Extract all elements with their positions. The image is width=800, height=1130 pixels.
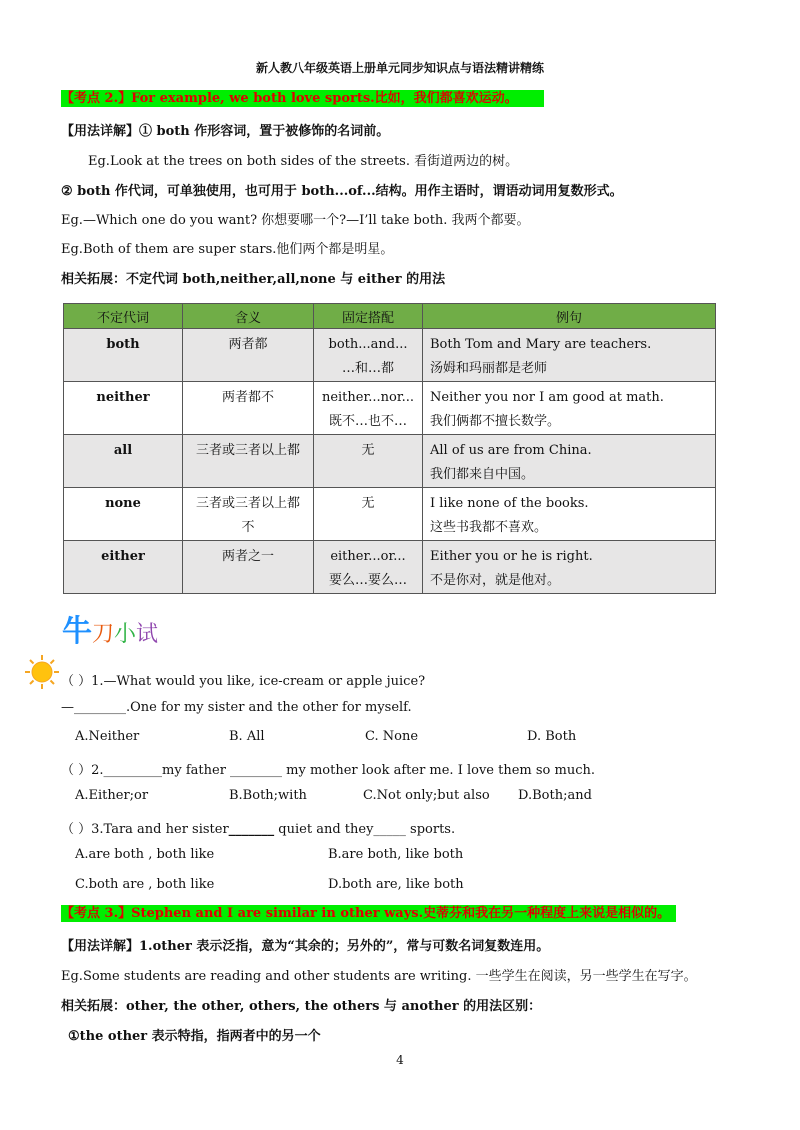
table-row xyxy=(64,488,716,541)
example-line: Both Tom and Mary are teachers. xyxy=(430,337,652,352)
extension-heading-2: 相关拓展：other, the other, others, the others 与 another 的用法区别： xyxy=(61,999,542,1014)
phrase-line: 无 xyxy=(361,496,375,511)
brand-char: 牛 xyxy=(62,614,92,649)
example-line: I like none of the books. xyxy=(430,496,589,511)
phrase-line: …和…都 xyxy=(341,361,394,376)
example-line: Neither you nor I am good at math. xyxy=(430,390,664,405)
example-cell xyxy=(423,488,716,541)
phrase-cell xyxy=(314,435,423,488)
q1-option-d: D. Both xyxy=(527,729,577,744)
example-line: 我们都来自中国。 xyxy=(430,467,535,482)
example-cell xyxy=(423,541,716,594)
pronoun-cell: none xyxy=(64,488,183,541)
table-row xyxy=(64,382,716,435)
q2-option-c: C.Not only;but also xyxy=(363,788,490,803)
example-line: 这些书我都不喜欢。 xyxy=(430,520,548,535)
column-header: 例句 xyxy=(423,304,716,329)
brand-char: 刀 xyxy=(92,622,115,647)
pronoun-usage-table xyxy=(63,303,716,594)
usage-example-1: Eg.Look at the trees on both sides of the streets. 看街道两边的树。 xyxy=(88,154,519,169)
kaodian-2-banner: 【考点 2.】For example, we both love sports.比如，我们都喜欢运动。 xyxy=(61,90,544,107)
q2-option-b: B.Both;with xyxy=(229,788,307,803)
pronoun-cell: either xyxy=(64,541,183,594)
phrase-line: 无 xyxy=(361,443,375,458)
sun-icon xyxy=(24,654,60,690)
table-row xyxy=(64,541,716,594)
meaning-cell xyxy=(183,329,314,382)
usage-heading-2: ② both 作代词，可单独使用，也可用于 both...of...结构。用作主语时，谓语动词用复数形式。 xyxy=(61,184,623,199)
q3-option-a: A.are both , both like xyxy=(75,847,215,862)
question-2: （ ）2._________my father ________ my mother look after me. I love them so much. xyxy=(61,763,595,778)
usage-heading-3: 【用法详解】1.other 表示泛指，意为“其余的；另外的”，常与可数名词复数连用。 xyxy=(61,939,550,954)
phrase-cell xyxy=(314,329,423,382)
page-number: 4 xyxy=(396,1053,404,1067)
question-3 xyxy=(61,818,455,837)
q2-option-d: D.Both;and xyxy=(518,788,592,803)
q3-blank: _______ xyxy=(228,822,275,837)
pronoun-cell: both xyxy=(64,329,183,382)
q2-option-a: A.Either;or xyxy=(75,788,149,803)
phrase-line: neither...nor... xyxy=(321,390,415,405)
meaning-line: 不 xyxy=(241,520,255,535)
q3-suffix: quiet and they_____ sports. xyxy=(274,822,456,837)
usage-example-2: Eg.—Which one do you want? 你想要哪一个?—I’ll take both. 我两个都要。 xyxy=(61,213,530,228)
meaning-cell xyxy=(183,382,314,435)
example-line: 汤姆和玛丽都是老师 xyxy=(430,361,548,376)
brand-char: 小 xyxy=(114,622,137,647)
meaning-cell xyxy=(183,541,314,594)
meaning-line: 两者都 xyxy=(228,337,268,352)
column-header: 固定搭配 xyxy=(314,304,423,329)
example-line: Either you or he is right. xyxy=(430,549,593,564)
extension-item-1: ①the other 表示特指，指两者中的另一个 xyxy=(68,1029,321,1044)
example-cell xyxy=(423,329,716,382)
example-cell xyxy=(423,382,716,435)
meaning-line: 三者或三者以上都 xyxy=(195,443,300,458)
q3-option-b: B.are both, like both xyxy=(328,847,464,862)
column-header: 不定代词 xyxy=(64,304,183,329)
q1-option-c: C. None xyxy=(365,729,419,744)
phrase-line: 既不…也不… xyxy=(328,414,407,429)
meaning-cell xyxy=(183,435,314,488)
extension-heading-1: 相关拓展：不定代词 both,neither,all,none 与 either 的用法 xyxy=(61,272,446,287)
table-row xyxy=(64,329,716,382)
brand-char: 试 xyxy=(136,622,159,647)
table-header-row xyxy=(64,304,716,329)
example-line: 不是你对，就是他对。 xyxy=(430,573,561,588)
phrase-line: 要么…要么… xyxy=(328,573,407,588)
q1-option-b: B. All xyxy=(229,729,265,744)
phrase-cell xyxy=(314,382,423,435)
meaning-line: 三者或三者以上都 xyxy=(195,496,300,511)
pronoun-cell: neither xyxy=(64,382,183,435)
example-line: All of us are from China. xyxy=(430,443,592,458)
kaodian-3-banner: 【考点 3.】Stephen and I are similar in other ways.史蒂芬和我在另一种程度上来说是相似的。 xyxy=(61,905,676,922)
meaning-line: 两者都不 xyxy=(221,390,274,405)
q1-option-a: A.Neither xyxy=(75,729,140,744)
phrase-line: either...or... xyxy=(330,549,406,564)
table-row xyxy=(64,435,716,488)
meaning-line: 两者之一 xyxy=(221,549,274,564)
question-1: （ ）1.—What would you like, ice-cream or apple juice? xyxy=(61,674,426,689)
column-header: 含义 xyxy=(183,304,314,329)
question-1-line-2: —________.One for my sister and the other for myself. xyxy=(61,700,412,715)
page-title: 新人教八年级英语上册单元同步知识点与语法精讲精练 xyxy=(255,61,544,75)
pronoun-cell: all xyxy=(64,435,183,488)
q3-prefix: （ ）3.Tara and her sister xyxy=(61,822,229,837)
phrase-cell xyxy=(314,488,423,541)
example-cell xyxy=(423,435,716,488)
practice-section-title xyxy=(62,615,158,652)
phrase-line: both...and... xyxy=(328,337,408,352)
example-line: 我们俩都不擅长数学。 xyxy=(430,414,561,429)
meaning-cell xyxy=(183,488,314,541)
q3-option-d: D.both are, like both xyxy=(328,877,464,892)
q3-option-c: C.both are , both like xyxy=(75,877,215,892)
usage-example-4: Eg.Some students are reading and other students are writing. 一些学生在阅读，另一些学生在写字。 xyxy=(61,969,697,984)
phrase-cell xyxy=(314,541,423,594)
usage-example-3: Eg.Both of them are super stars.他们两个都是明星。 xyxy=(61,242,394,257)
usage-heading-1: 【用法详解】① both 作形容词，置于被修饰的名词前。 xyxy=(61,124,390,139)
